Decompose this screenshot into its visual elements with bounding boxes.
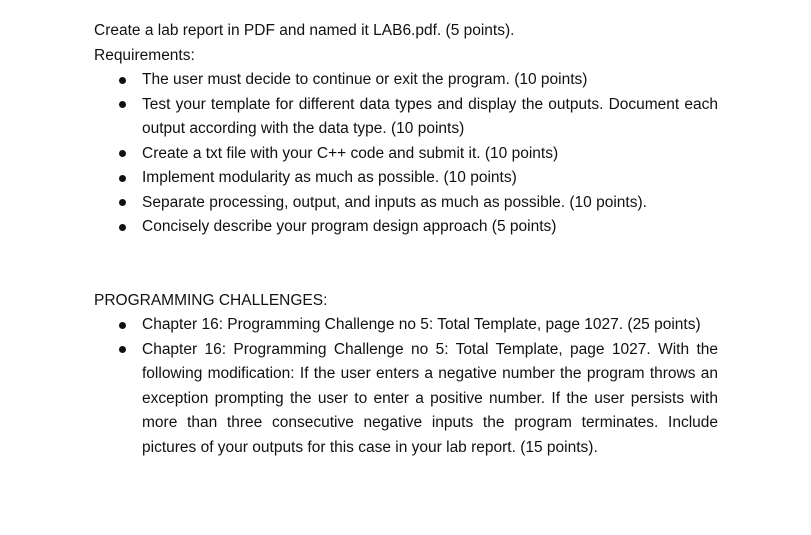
section-spacer xyxy=(94,240,718,289)
requirements-list xyxy=(94,68,718,240)
challenge-item: Chapter 16: Programming Challenge no 5: Total Template, page 1027. (25 points) xyxy=(94,313,718,338)
requirements-heading: Requirements: xyxy=(94,46,195,64)
lab-report-instruction: Create a lab report in PDF and named it LAB6.pdf. (5 points). xyxy=(94,22,515,39)
document-body xyxy=(94,19,718,460)
requirement-item: Test your template for different data types and display the outputs. Document each output according with the data type. (10 points) xyxy=(94,93,718,142)
challenges-list xyxy=(94,313,718,460)
programming-challenges-heading: PROGRAMMING CHALLENGES: xyxy=(94,291,328,309)
requirement-item: Create a txt file with your C++ code and submit it. (10 points) xyxy=(94,142,718,167)
requirement-item: Implement modularity as much as possible. (10 points) xyxy=(94,166,718,191)
requirement-item: Concisely describe your program design approach (5 points) xyxy=(94,215,718,240)
requirement-item: Separate processing, output, and inputs as much as possible. (10 points). xyxy=(94,191,718,216)
requirement-item: The user must decide to continue or exit the program. (10 points) xyxy=(94,68,718,93)
challenge-item: Chapter 16: Programming Challenge no 5: Total Template, page 1027. With the following modification: If the user enters a negative number the program throws an exception prompting the user to enter a positive number. If the user persists with more than three consecutive negative inputs the program terminates. Include pictures of your outputs for this case in your lab report. (15 points). xyxy=(94,338,718,461)
